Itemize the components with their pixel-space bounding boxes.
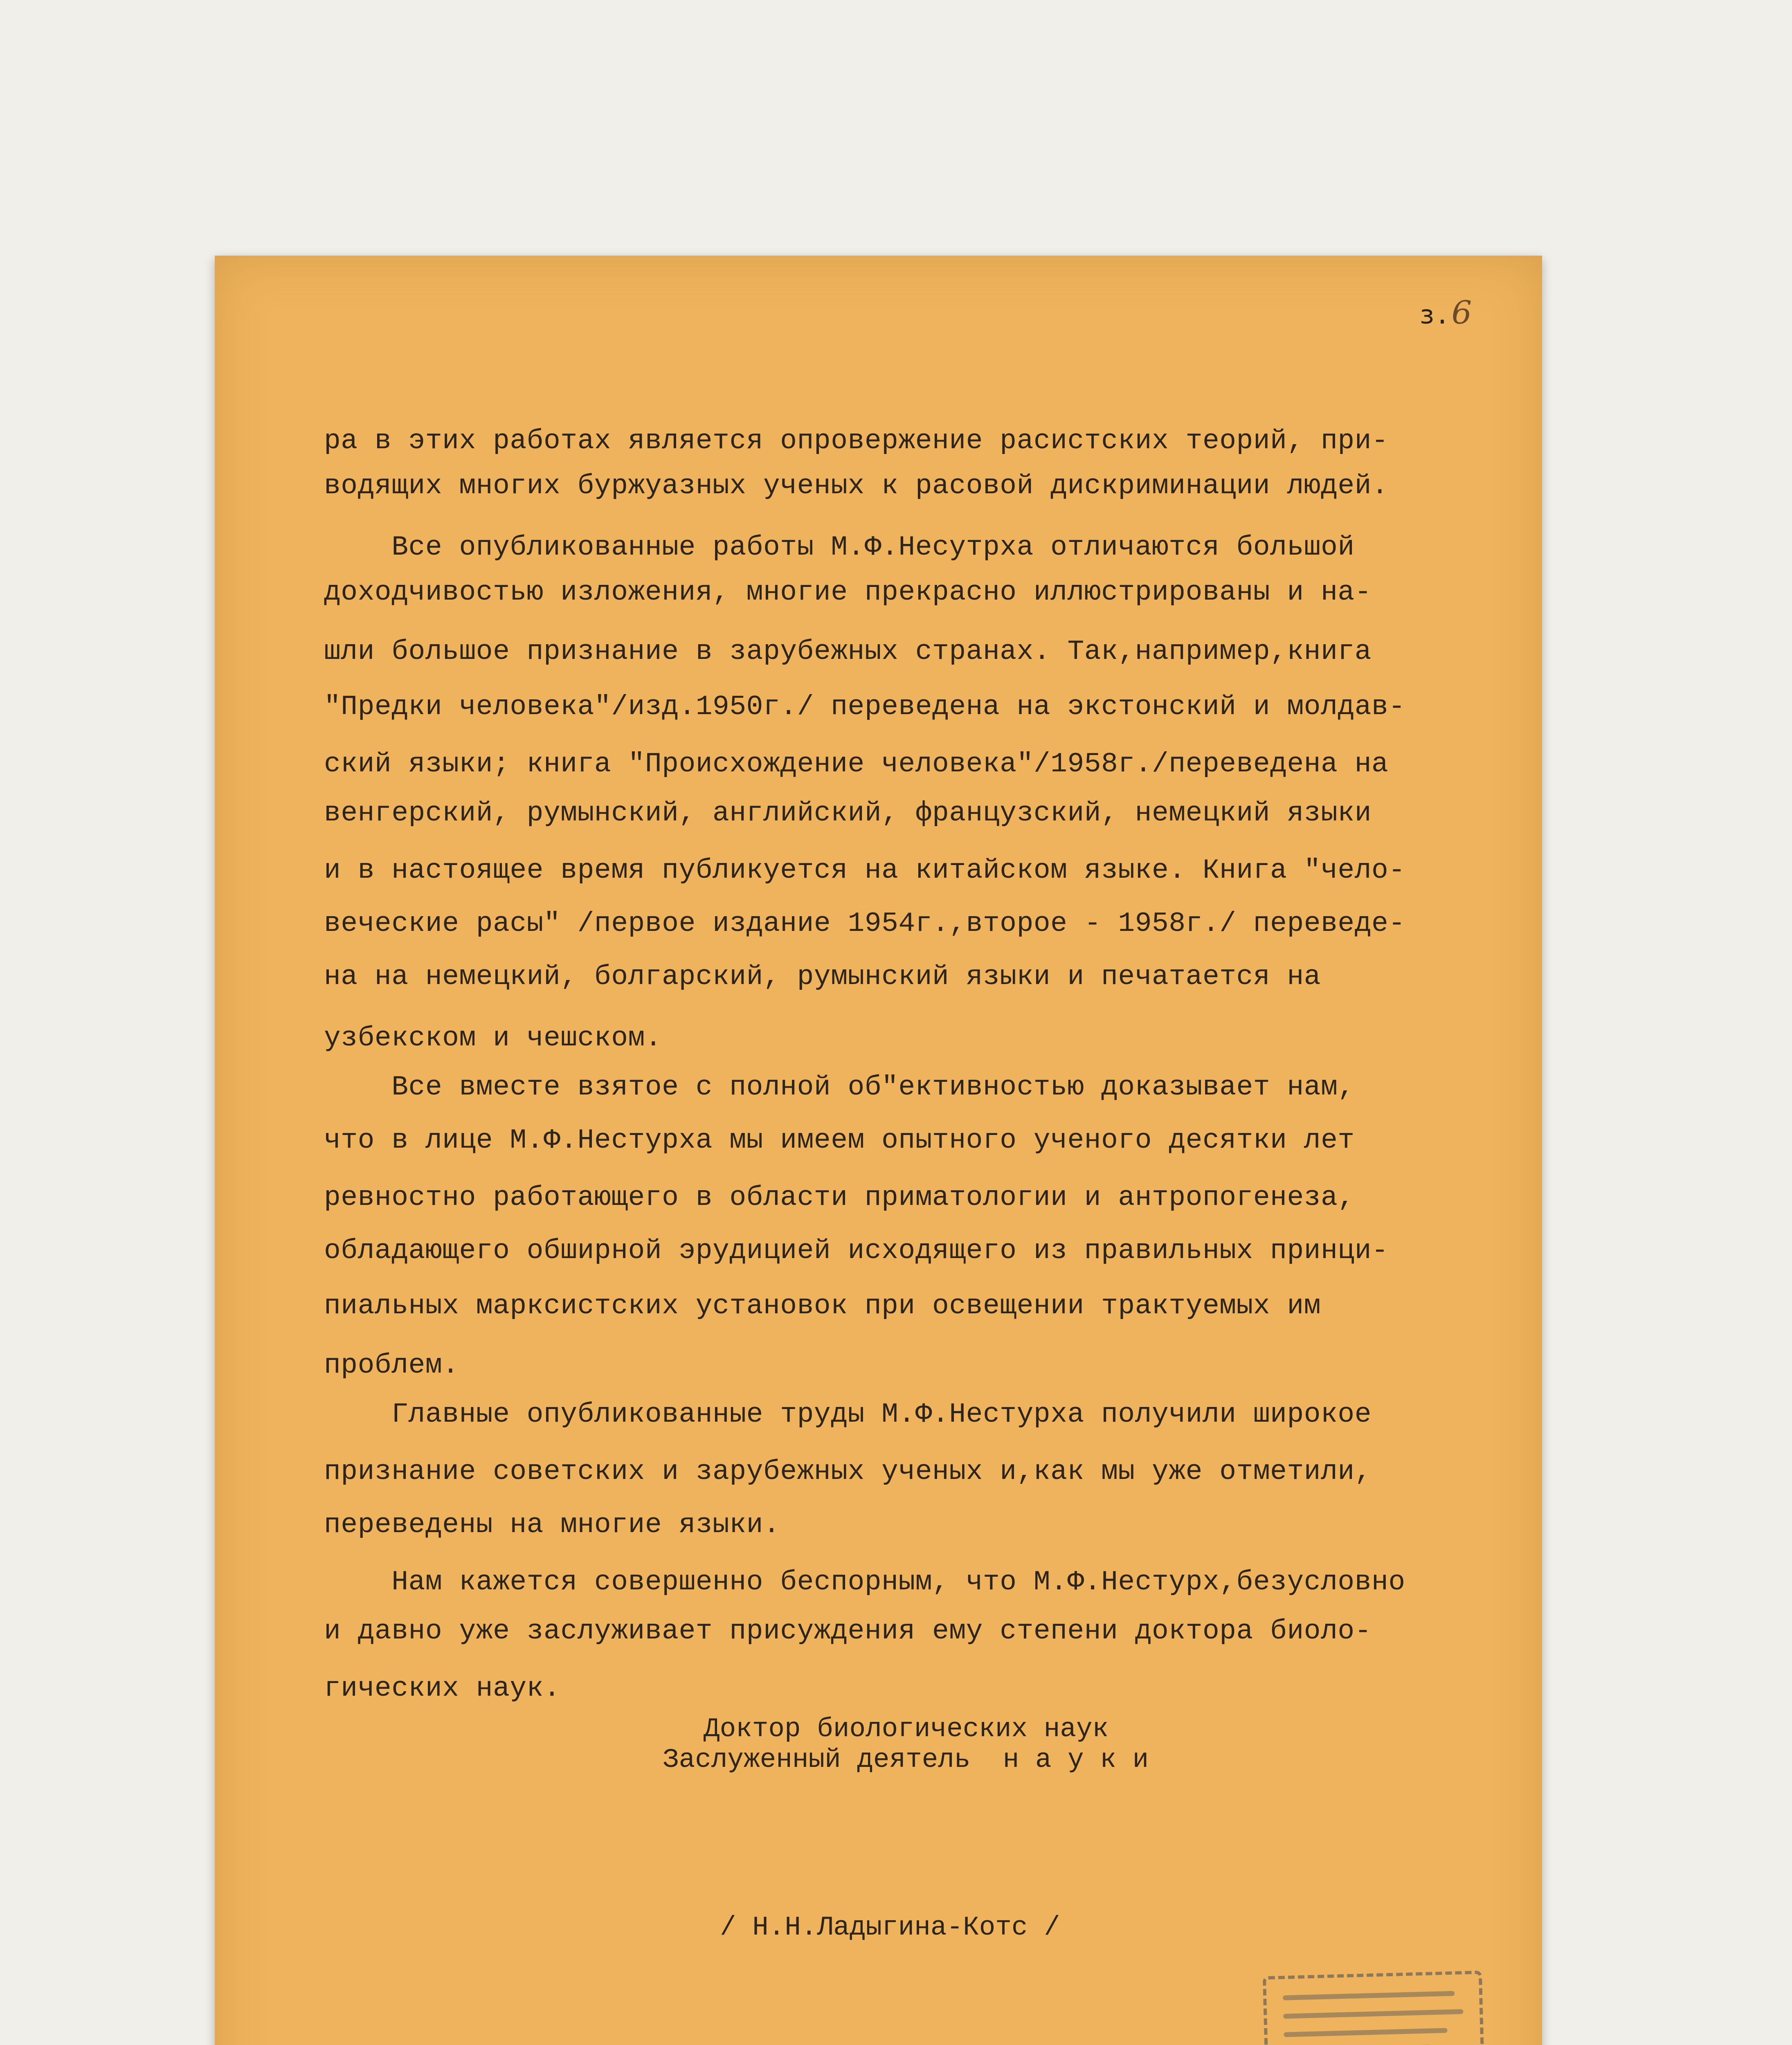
- signer-degree: Доктор биологических наук: [704, 1714, 1109, 1744]
- body-line: ский языки; книга "Происхождение человека"/1958г./переведена на: [324, 748, 1389, 780]
- body-line: "Предки человека"/изд.1950г./ переведена на экстонский и молдав-: [324, 691, 1405, 723]
- body-line: узбекском и чешском.: [324, 1022, 662, 1054]
- body-line: переведены на многие языки.: [324, 1509, 780, 1541]
- body-line: Все опубликованные работы М.Ф.Несутрха отличаются большой: [324, 532, 1355, 563]
- body-line: признание советских и зарубежных ученых и,как мы уже отметили,: [324, 1456, 1372, 1488]
- body-line: на на немецкий, болгарский, румынский языки и печатается на: [324, 961, 1321, 993]
- body-line: доходчивостью изложения, многие прекрасно иллюстрированы и на-: [324, 577, 1372, 608]
- page-number-typed: з.: [1419, 300, 1450, 330]
- body-line: пиальных марксистских установок при освещении трактуемых им: [324, 1290, 1321, 1322]
- body-line: водящих многих буржуазных ученых к расовой дискриминации людей.: [324, 470, 1389, 502]
- body-line: веческие расы" /первое издание 1954г.,второе - 1958г./ переведе-: [324, 908, 1405, 939]
- archive-stamp: [1263, 1971, 1484, 2045]
- body-line: ра в этих работах является опровержение расистских теорий, при-: [324, 425, 1389, 457]
- body-line: ревностно работающего в области приматологии и антропогенеза,: [324, 1182, 1355, 1214]
- page-number-handwritten: 6: [1451, 294, 1472, 331]
- body-line: что в лице М.Ф.Нестурха мы имеем опытного ученого десятки лет: [324, 1125, 1355, 1156]
- body-line: проблем.: [324, 1350, 459, 1381]
- body-line: венгерский, румынский, английский, французский, немецкий языки: [324, 798, 1372, 829]
- body-line: гических наук.: [324, 1673, 561, 1704]
- body-line: обладающего обширной эрудицией исходящего из правильных принци-: [324, 1235, 1389, 1267]
- body-line: и в настоящее время публикуется на китайском языке. Книга "чело-: [324, 855, 1405, 886]
- body-line: Нам кажется совершенно беспорным, что М.Ф.Нестурх,безусловно: [324, 1566, 1405, 1598]
- body-line: Главные опубликованные труды М.Ф.Нестурха получили широкое: [324, 1399, 1372, 1430]
- page-number: [1419, 294, 1472, 331]
- body-line: шли большое признание в зарубежных странах. Так,например,книга: [324, 636, 1372, 667]
- body-line: Все вместе взятое с полной об"ективностью доказывает нам,: [324, 1072, 1355, 1103]
- signer-honorary-title: Заслуженный деятель н а у к и: [663, 1744, 1149, 1775]
- body-line: и давно уже заслуживает присуждения ему степени доктора биоло-: [324, 1616, 1372, 1647]
- signer-name: / Н.Н.Ладыгина-Котс /: [720, 1912, 1060, 1943]
